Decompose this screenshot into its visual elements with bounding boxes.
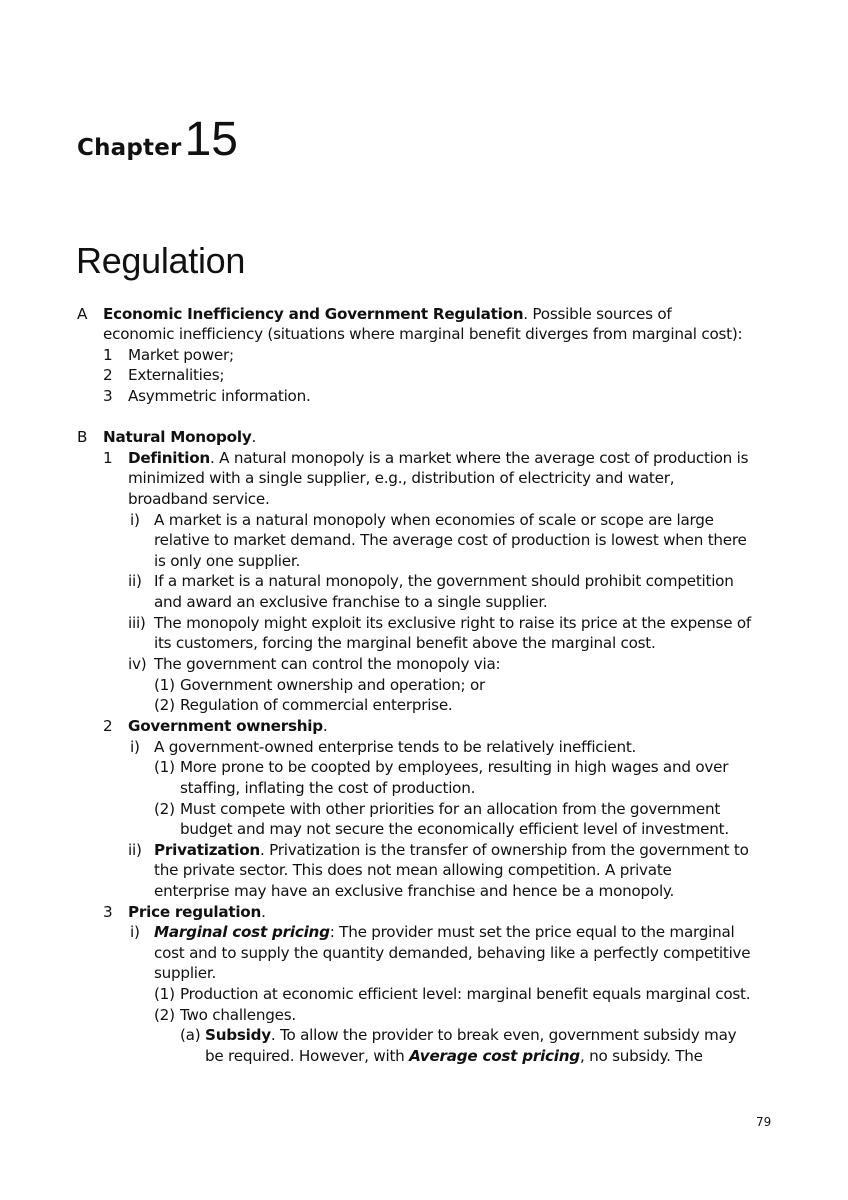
paragraph-line: relative to market demand. The average cost of production is lowest when there [154, 531, 747, 549]
paragraph-line: A government-owned enterprise tends to be relatively inefficient. [154, 738, 637, 756]
paragraph-line [103, 304, 672, 325]
list-item: Production at economic efficient level: marginal benefit equals marginal cost. [180, 985, 751, 1003]
paragraph-line [154, 922, 735, 943]
list-item: Two challenges. [180, 1006, 296, 1024]
list-marker: ii) [128, 572, 142, 590]
paragraph-line [205, 1025, 736, 1046]
list-item: Regulation of commercial enterprise. [180, 696, 453, 714]
list-marker: 1 [103, 449, 113, 467]
heading: Subsidy [205, 1026, 271, 1044]
list-marker: (1) [154, 985, 175, 1003]
page-number: 79 [756, 1115, 772, 1129]
paragraph-line: its customers, forcing the marginal benefit above the marginal cost. [154, 634, 656, 652]
list-marker: 3 [103, 387, 113, 405]
list-marker: (a) [180, 1026, 201, 1044]
list-marker: i) [130, 923, 140, 941]
section-marker: A [77, 305, 88, 323]
list-marker: 3 [103, 903, 113, 921]
text: . [251, 428, 257, 446]
paragraph-line: cost and to supply the quantity demanded, behaving like a perfectly competitive [154, 944, 751, 962]
list-marker: (2) [154, 800, 175, 818]
list-marker: i) [130, 738, 140, 756]
paragraph-line: broadband service. [128, 490, 270, 508]
list-item: Government ownership and operation; or [180, 676, 485, 694]
list-marker: iv) [128, 655, 147, 673]
paragraph-line: enterprise may have an exclusive franchise and hence be a monopoly. [154, 882, 675, 900]
paragraph-line: supplier. [154, 964, 217, 982]
paragraph-line: staffing, inflating the cost of production. [180, 779, 476, 797]
text: be required. However, with [205, 1047, 410, 1065]
text: . [261, 903, 266, 921]
paragraph-line [128, 448, 748, 469]
paragraph-line [128, 716, 327, 737]
chapter-number: 15 [184, 113, 238, 166]
text: , no subsidy. The [579, 1047, 703, 1065]
list-marker: 2 [103, 717, 113, 735]
text: . Possible sources of [523, 305, 672, 323]
heading: Natural Monopoly [103, 428, 252, 446]
list-item: Externalities; [128, 366, 225, 384]
paragraph-line: minimized with a single supplier, e.g., distribution of electricity and water, [128, 469, 675, 487]
list-marker: ii) [128, 841, 142, 859]
heading: Definition [128, 449, 210, 467]
list-marker: (2) [154, 696, 175, 714]
paragraph-line: If a market is a natural monopoly, the government should prohibit competition [154, 572, 734, 590]
text: : The provider must set the price equal to the marginal [329, 923, 735, 941]
text: . Privatization is the transfer of ownership from the government to [260, 841, 749, 859]
paragraph-line: A market is a natural monopoly when economies of scale or scope are large [154, 511, 714, 529]
chapter-word: Chapter [77, 135, 182, 161]
paragraph-line: The government can control the monopoly via: [154, 655, 501, 673]
heading: Price regulation [128, 903, 262, 921]
list-item: Market power; [128, 346, 234, 364]
chapter-heading [77, 112, 238, 167]
paragraph-line: More prone to be coopted by employees, resulting in high wages and over [180, 758, 729, 776]
text: . A natural monopoly is a market where the average cost of production is [209, 449, 749, 467]
list-marker: 1 [103, 346, 113, 364]
paragraph-line: is only one supplier. [154, 552, 301, 570]
section-marker: B [77, 428, 88, 446]
heading: Privatization [154, 841, 260, 859]
paragraph-line: The monopoly might exploit its exclusive right to raise its price at the expense of [154, 614, 751, 632]
heading: Marginal cost pricing [154, 923, 330, 941]
paragraph-line: economic inefficiency (situations where marginal benefit diverges from marginal cost): [103, 325, 743, 343]
paragraph-line: Must compete with other priorities for an allocation from the government [180, 800, 721, 818]
list-marker: (2) [154, 1006, 175, 1024]
list-marker: 2 [103, 366, 113, 384]
list-marker: i) [130, 511, 140, 529]
paragraph-line [128, 902, 266, 923]
heading: Economic Inefficiency and Government Regulation [103, 305, 524, 323]
paragraph-line: and award an exclusive franchise to a single supplier. [154, 593, 548, 611]
paragraph-line [205, 1046, 703, 1067]
paragraph-line [103, 427, 256, 448]
list-marker: (1) [154, 758, 175, 776]
heading: Government ownership [128, 717, 323, 735]
text: . [322, 717, 328, 735]
text: . To allow the provider to break even, government subsidy may [270, 1026, 737, 1044]
paragraph-line: the private sector. This does not mean allowing competition. A private [154, 861, 672, 879]
paragraph-line: budget and may not secure the economically efficient level of investment. [180, 820, 729, 838]
emphasis: Average cost pricing [409, 1047, 580, 1065]
list-marker: iii) [128, 614, 146, 632]
paragraph-line [154, 840, 749, 861]
list-item: Asymmetric information. [128, 387, 311, 405]
page-title: Regulation [76, 240, 246, 281]
list-marker: (1) [154, 676, 175, 694]
